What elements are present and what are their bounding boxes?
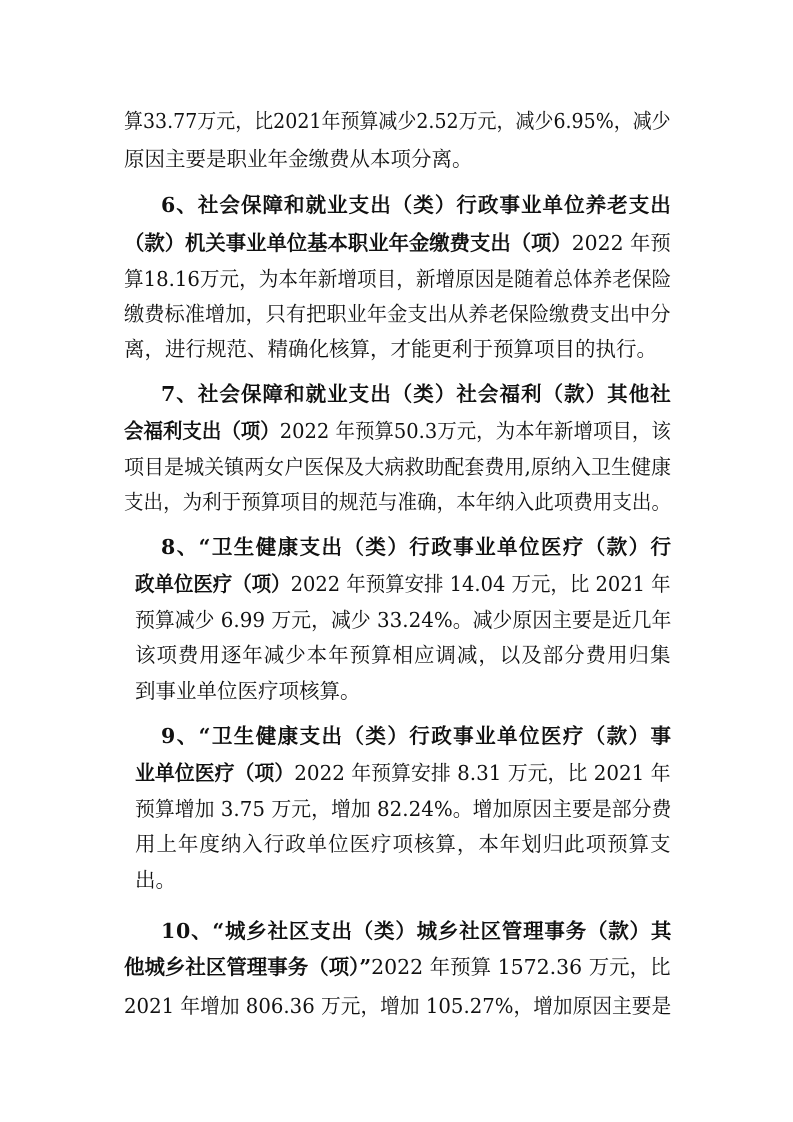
text-line bbox=[135, 866, 176, 894]
text-run: 2022 年预算50.3万元，为本年新增项目，该 bbox=[279, 419, 671, 443]
text-line bbox=[135, 830, 671, 858]
bold-text-run: 他城乡社区管理事务（项）” bbox=[124, 955, 372, 979]
text-line bbox=[135, 570, 671, 598]
text-run: 2022 年预算 1572.36 万元，比 bbox=[371, 955, 671, 979]
text-line bbox=[124, 417, 671, 445]
text-run: 算33.77万元，比2021年预算减少2.52万元，减少6.95%，减少 bbox=[124, 109, 671, 133]
text-run: 2021 年增加 806.36 万元，增加 105.27%，增加原因主要是 bbox=[124, 994, 672, 1018]
text-line bbox=[135, 759, 671, 787]
text-run: 用上年度纳入行政单位医疗项核算，本年划归此项预算支 bbox=[135, 832, 672, 856]
text-run: 该项费用逐年减少本年预算相应调减，以及部分费用归集 bbox=[135, 643, 672, 667]
text-line bbox=[124, 488, 671, 516]
bold-text-run: 业单位医疗（项） bbox=[135, 761, 295, 785]
bold-text-run: 9、“卫生健康支出（类）行政事业单位医疗（款）事 bbox=[161, 724, 673, 748]
text-line bbox=[135, 641, 671, 669]
text-line bbox=[124, 107, 671, 135]
text-run: 支出，为利于预算项目的规范与准确，本年纳入此项费用支出。 bbox=[124, 490, 671, 514]
text-run: 原因主要是职业年金缴费从本项分离。 bbox=[124, 147, 473, 171]
text-line bbox=[124, 265, 671, 293]
text-run: 预算减少 6.99 万元，减少 33.24%。减少原因主要是近几年 bbox=[135, 608, 672, 632]
text-line bbox=[135, 795, 671, 823]
text-line bbox=[135, 677, 361, 705]
text-run: 2022 年预算安排 14.04 万元，比 2021 年 bbox=[290, 572, 671, 596]
text-line bbox=[161, 722, 673, 750]
text-run: 项目是城关镇两女户医保及大病救助配套费用,原纳入卫生健康 bbox=[124, 455, 672, 479]
text-line bbox=[124, 300, 671, 328]
text-run: 2022 年预算安排 8.31 万元，比 2021 年 bbox=[294, 761, 671, 785]
bold-text-run: 政单位医疗（项） bbox=[135, 572, 291, 596]
text-line bbox=[161, 917, 672, 945]
text-run: 出。 bbox=[135, 868, 176, 892]
text-line bbox=[124, 992, 671, 1020]
text-run: 缴费标准增加，只有把职业年金支出从养老保险缴费支出中分 bbox=[124, 302, 671, 326]
text-run: 预算增加 3.75 万元，增加 82.24%。增加原因主要是部分费 bbox=[135, 797, 672, 821]
bold-text-run: 7、社会保障和就业支出（类）社会福利（款）其他社 bbox=[161, 382, 672, 406]
text-line bbox=[161, 380, 672, 408]
bold-text-run: 8、“卫生健康支出（类）行政事业单位医疗（款）行 bbox=[161, 535, 673, 559]
text-line bbox=[124, 335, 657, 363]
bold-text-run: 10、“城乡社区支出（类）城乡社区管理事务（款）其 bbox=[161, 919, 673, 943]
bold-text-run: 6、社会保障和就业支出（类）行政事业单位养老支出 bbox=[161, 193, 672, 217]
text-line bbox=[124, 229, 671, 257]
text-line bbox=[161, 191, 672, 219]
bold-text-run: （款）机关事业单位基本职业年金缴费支出（项） bbox=[124, 231, 572, 255]
text-line bbox=[124, 145, 473, 173]
text-line bbox=[135, 606, 671, 634]
text-run: 到事业单位医疗项核算。 bbox=[135, 679, 361, 703]
text-run: 离，进行规范、精确化核算，才能更利于预算项目的执行。 bbox=[124, 337, 657, 361]
text-run: 算18.16万元，为本年新增项目，新增原因是随着总体养老保险 bbox=[124, 267, 672, 291]
text-line bbox=[124, 453, 671, 481]
text-line bbox=[124, 953, 671, 981]
text-line bbox=[161, 533, 673, 561]
text-run: 2022 年预 bbox=[571, 231, 671, 255]
bold-text-run: 会福利支出（项） bbox=[124, 419, 280, 443]
